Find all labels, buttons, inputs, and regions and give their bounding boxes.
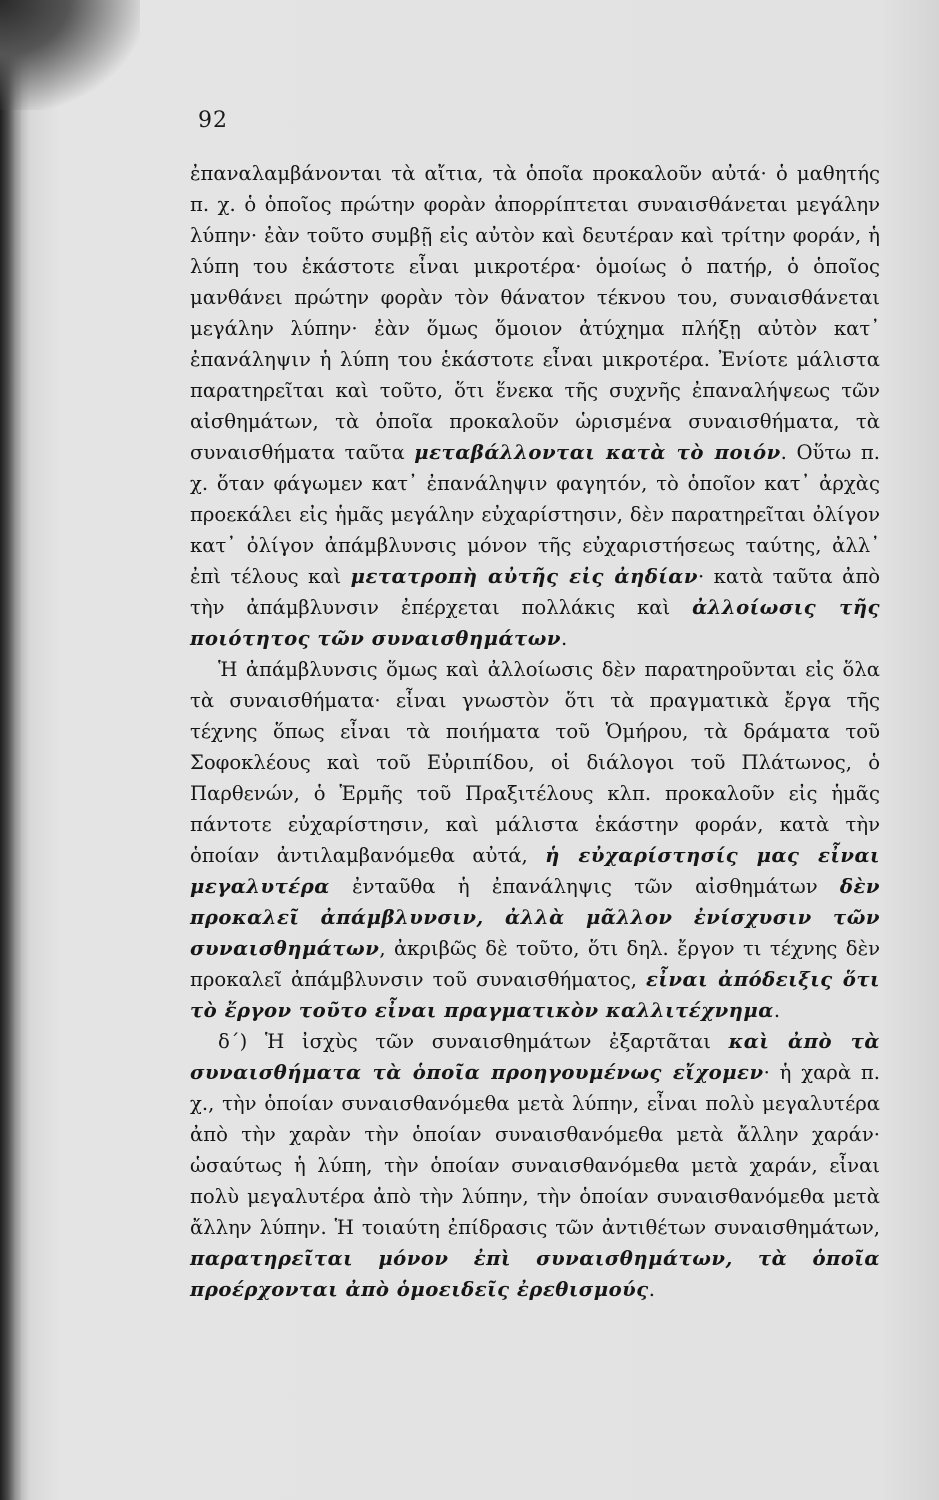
paragraph-2 <box>190 654 880 1026</box>
paragraph-3 <box>190 1026 880 1305</box>
text-segment: ἐνταῦθα ἡ ἐπανάληψις τῶν αἰσθημάτων <box>329 875 840 898</box>
emphasis-segment: εἶναι ἀπόδειξις ὅτι τὸ ἔργον τοῦτο εἶναι πραγματικὸν καλλιτέχνημα <box>190 968 880 1022</box>
emphasis-segment: δὲν προκαλεῖ ἀπάμβλυνσιν, ἀλλὰ μᾶλλον ἐνίσχυσιν τῶν συναισθημάτων <box>190 875 880 960</box>
emphasis-segment: καὶ ἀπὸ τὰ συναισθήματα τὰ ὁποῖα προηγουμένως εἴχομεν <box>190 1030 880 1084</box>
book-spine-shadow <box>0 0 22 1500</box>
text-segment: . <box>560 627 568 650</box>
emphasis-segment: μεταβάλλονται κατὰ τὸ ποιόν <box>414 441 781 464</box>
text-segment: . Οὕτω π. χ. ὅταν φάγωμεν κατ᾽ ἐπανάληψιν φαγητόν, τὸ ὁποῖον κατ᾽ ἀρχὰς προεκάλει εἰς ἡμᾶς μεγάλην εὐχαρίστησιν, δὲν παρατηρεῖται ὀλίγον κατ᾽ ὀλίγον ἀπάμβλυνσις μόνον τῆς εὐχαριστήσεως ταύτης, ἀλλ᾽ ἐπὶ τέλους καὶ <box>190 441 880 588</box>
emphasis-segment: ἡ εὐχαρίστησίς μας εἶναι μεγαλυτέρα <box>190 844 881 898</box>
emphasis-segment: ἀλλοίωσις τῆς ποιότητος τῶν συναισθημάτων <box>190 596 880 650</box>
text-segment: . <box>648 1278 655 1301</box>
text-segment: ἐπαναλαμβάνονται τὰ αἴτια, τὰ ὁποῖα προκαλοῦν αὐτά· ὁ μαθητής π. χ. ὁ ὁποῖος πρώτην φορὰν ἀπορρίπτεται συναισθάνεται μεγάλην λύπην· ἐὰν τοῦτο συμβῇ εἰς αὐτὸν καὶ δευτέραν καὶ τρίτην φοράν, ἡ λύπη του ἑκάστοτε εἶναι μικροτέρα· ὁμοίως ὁ πατήρ, ὁ ὁποῖος μανθάνει πρώτην φορὰν τὸν θάνατον τέκνου του, συναισθάνεται μεγάλην λύπην· ἐὰν ὅμως ὅμοιον ἀτύχημα πλήξῃ αὐτὸν κατ᾽ ἐπανάληψιν ἡ λύπη του ἑκάστοτε εἶναι μικροτέρα. Ἐνίοτε μάλιστα παρατηρεῖται καὶ τοῦτο, ὅτι ἕνεκα τῆς συχνῆς ἐπαναλήψεως τῶν αἰσθημάτων, τὰ ὁποῖα προκαλοῦν ὡρισμένα συναισθήματα, τὰ συναισθήματα ταῦτα <box>190 162 880 464</box>
text-segment: . <box>773 999 781 1022</box>
text-segment: · ἡ χαρὰ π. χ., τὴν ὁποίαν συναισθανόμεθα μετὰ λύπην, εἶναι πολὺ μεγαλυτέρα ἀπὸ τὴν χαρὰν τὴν ὁποίαν συναισθανόμεθα μετὰ ἄλλην χαράν· ὡσαύτως ἡ λύπη, τὴν ὁποίαν συναισθανόμεθα μετὰ χαράν, εἶναι πολὺ μεγαλυτέρα ἀπὸ τὴν λύπην, τὴν ὁποίαν συναισθανόμεθα μετὰ ἄλλην λύπην. Ἡ τοιαύτη ἐπίδρασις τῶν ἀντιθέτων συναισθημάτων, <box>190 1061 880 1239</box>
text-segment: · κατὰ ταῦτα ἀπὸ τὴν ἀπάμβλυνσιν ἐπέρχεται πολλάκις καὶ <box>190 565 880 619</box>
text-segment: Ἡ ἀπάμβλυνσις ὅμως καὶ ἀλλοίωσις δὲν παρατηροῦνται εἰς ὅλα τὰ συναισθήματα· εἶναι γνωστὸν ὅτι τὰ πραγματικὰ ἔργα τῆς τέχνης ὅπως εἶναι τὰ ποιήματα τοῦ Ὁμήρου, τὰ δράματα τοῦ Σοφοκλέους καὶ τοῦ Εὐριπίδου, οἱ διάλογοι τοῦ Πλάτωνος, ὁ Παρθενών, ὁ Ἑρμῆς τοῦ Πραξιτέλους κλπ. προκαλοῦν εἰς ἡμᾶς πάντοτε εὐχαρίστησιν, καὶ μάλιστα ἑκάστην φοράν, κατὰ τὴν ὁποίαν ἀντιλαμβανόμεθα αὐτά, <box>190 658 880 867</box>
paragraph-1 <box>190 158 880 654</box>
text-segment: , ἀκριβῶς δὲ τοῦτο, ὅτι δηλ. ἔργον τι τέχνης δὲν προκαλεῖ ἀπάμβλυνσιν τοῦ συναισθήματος, <box>190 937 880 991</box>
emphasis-segment: μετατροπὴ αὐτῆς εἰς ἀηδίαν <box>350 565 698 588</box>
emphasis-segment: παρατηρεῖται μόνον ἐπὶ συναισθημάτων, τὰ ὁποῖα προέρχονται ἀπὸ ὁμοειδεῖς ἐρεθισμούς <box>190 1247 880 1301</box>
text-segment: δ΄) Ἡ ἰσχὺς τῶν συναισθημάτων ἐξαρτᾶται <box>218 1030 729 1053</box>
page-corner-shadow <box>0 0 140 110</box>
body-text <box>190 158 880 1305</box>
page-number: 92 <box>198 108 228 133</box>
